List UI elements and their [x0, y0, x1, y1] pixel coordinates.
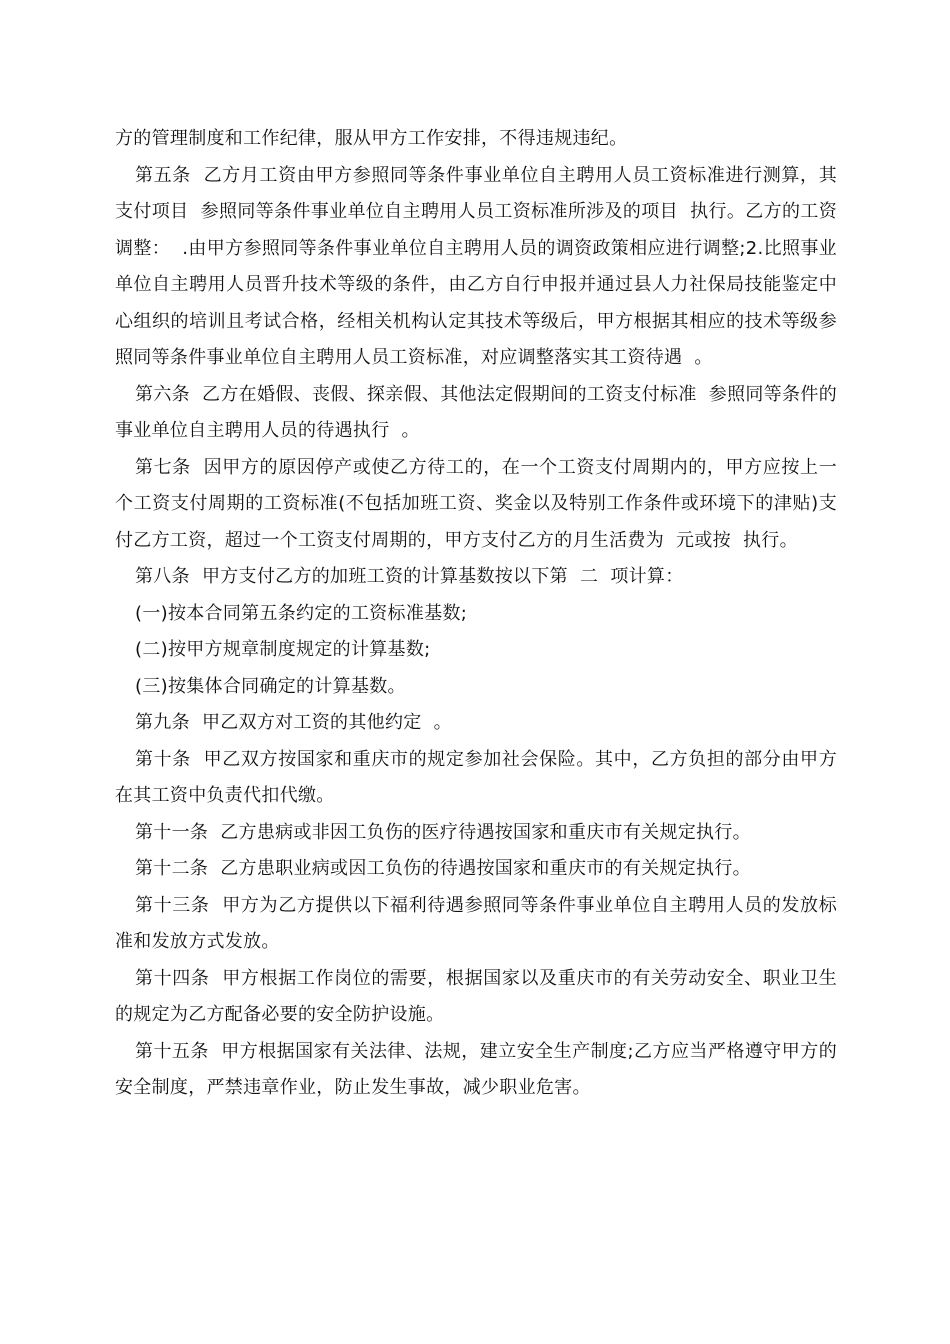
article-8-paragraph: 第八条 甲方支付乙方的加班工资的计算基数按以下第 二 项计算： [135, 566, 684, 587]
article-15-paragraph: 第十五条 甲方根据国家有关法律、法规，建立安全生产制度;乙方应当严格遵守甲方的安全制度，严禁违章作业，防止发生事故，减少职业危害。 [115, 1040, 837, 1098]
article-13-paragraph: 第十三条 甲方为乙方提供以下福利待遇参照同等条件事业单位自主聘用人员的发放标准和发放方式发放。 [115, 894, 837, 952]
article-14-paragraph: 第十四条 甲方根据工作岗位的需要，根据国家以及重庆市的有关劳动安全、职业卫生的规定为乙方配备必要的安全防护设施。 [115, 967, 837, 1025]
article-6-paragraph: 第六条 乙方在婚假、丧假、探亲假、其他法定假期间的工资支付标准 参照同等条件的事业单位自主聘用人员的待遇执行 。 [115, 383, 837, 441]
paragraph-continuation: 方的管理制度和工作纪律，服从甲方工作安排，不得违规违纪。 [115, 128, 628, 149]
article-12-paragraph: 第十二条 乙方患职业病或因工负伤的待遇按国家和重庆市的有关规定执行。 [135, 858, 751, 879]
article-8-option-1: (一)按本合同第五条约定的工资标准基数; [135, 602, 468, 624]
article-9-paragraph: 第九条 甲乙双方对工资的其他约定 。 [135, 712, 452, 733]
article-7-paragraph: 第七条 因甲方的原因停产或使乙方待工的，在一个工资支付周期内的，甲方应按上一个工资支付周期的工资标准(不包括加班工资、奖金以及特别工作条件或环境下的津贴)支付乙方工资，超过一个工资支付周期的，甲方支付乙方的月生活费为 元或按 执行。 [115, 456, 837, 551]
document-body [115, 121, 837, 1107]
article-8-option-2: (二)按甲方规章制度规定的计算基数; [135, 639, 431, 660]
article-10-paragraph: 第十条 甲乙双方按国家和重庆市的规定参加社会保险。其中，乙方负担的部分由甲方在其工资中负责代扣代缴。 [115, 748, 837, 806]
article-5-paragraph: 第五条 乙方月工资由甲方参照同等条件事业单位自主聘用人员工资标准进行测算，其支付项目 参照同等条件事业单位自主聘用人员工资标准所涉及的项目 执行。乙方的工资调整： .由甲方参照同等条件事业单位自主聘用人员的调资政策相应进行调整;2.比照事业单位自主聘用人员晋升技术等级的条件，由乙方自行申报并通过县人力社保局技能鉴定中心组织的培训且考试合格，经相关机构认定其技术等级后，甲方根据其相应的技术等级参照同等条件事业单位自主聘用人员工资标准，对应调整落实其工资待遇 。 [115, 164, 837, 368]
article-8-option-3: (三)按集体合同确定的计算基数。 [135, 675, 406, 697]
article-11-paragraph: 第十一条 乙方患病或非因工负伤的医疗待遇按国家和重庆市有关规定执行。 [135, 821, 751, 843]
